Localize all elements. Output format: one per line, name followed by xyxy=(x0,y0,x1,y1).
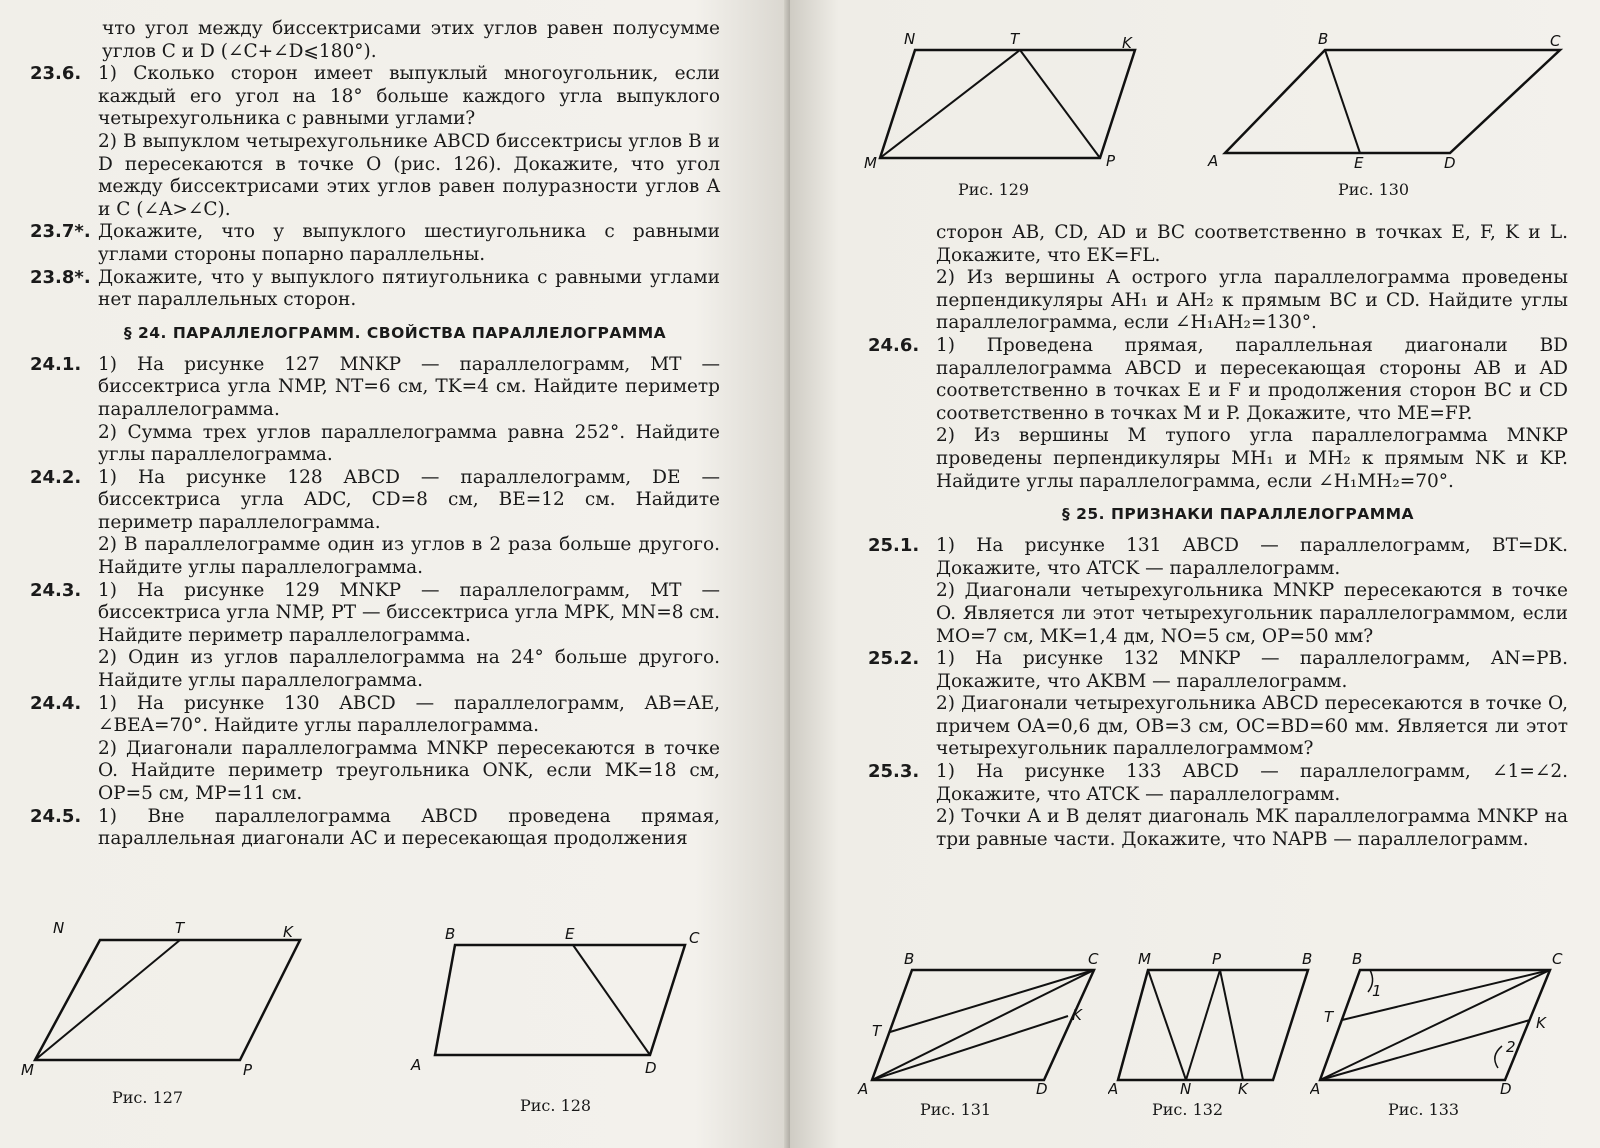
figure-127 xyxy=(15,915,315,1080)
bisector-line xyxy=(35,940,180,1060)
problem-23-6 xyxy=(30,63,720,221)
problem-part: 2) Диагонали четырехугольника MNKP пересекаются в точке O. Является ли этот четырехугольник параллелограммом, если MO=7 см, MK=1,4 дм, NO=5 см, OP=50 мм? xyxy=(936,580,1568,647)
problem-part: 1) На рисунке 131 ABCD — параллелограмм, BT=DK. Докажите, что ATCK — параллелограмм. xyxy=(936,535,1568,579)
figure-133 xyxy=(1310,948,1580,1098)
figure-130-caption: Рис. 130 xyxy=(1338,180,1410,199)
vertex-label: A xyxy=(1310,1080,1321,1098)
vertex-label: D xyxy=(1036,1080,1048,1098)
vertex-label: A xyxy=(1108,1080,1119,1098)
problem-23-7 xyxy=(30,221,720,266)
figure-132 xyxy=(1108,948,1323,1098)
problem-part: 2) Из вершины M тупого угла параллелограмма MNKP проведены перпендикуляры MH₁ и MH₂ к прямым NK и KP. Найдите углы параллелограмма, если ∠H₁MH₂=70°. xyxy=(936,425,1568,492)
figure-133-caption: Рис. 133 xyxy=(1388,1100,1460,1119)
section-title-24: § 24. ПАРАЛЛЕЛОГРАММ. СВОЙСТВА ПАРАЛЛЕЛОГРАММА xyxy=(123,323,667,342)
vertex-label: A xyxy=(411,1056,422,1074)
bisector-line xyxy=(573,945,650,1055)
vertex-label: A xyxy=(858,1080,869,1098)
problem-part: 2) Диагонали параллелограмма MNKP пересекаются в точке O. Найдите периметр треугольника ONK, если MK=18 см, OP=5 см, MP=11 см. xyxy=(98,737,720,804)
figure-128 xyxy=(405,915,715,1080)
vertex-label: N xyxy=(904,30,916,48)
vertex-label: B xyxy=(1302,950,1313,968)
vertex-label: B xyxy=(1318,30,1329,48)
problem-number: 23.6. xyxy=(30,63,82,85)
vertex-label: T xyxy=(1324,1008,1334,1026)
problem-23-8 xyxy=(30,267,720,312)
segment-ab xyxy=(1186,970,1220,1080)
angle-label: 1 xyxy=(1372,982,1382,1000)
vertex-label: K xyxy=(283,923,293,941)
problem-number: 23.7*. xyxy=(30,221,91,243)
figure-133-drawing xyxy=(1310,948,1580,1098)
problem-24-4 xyxy=(30,693,720,806)
vertex-label: T xyxy=(1010,30,1020,48)
figure-131 xyxy=(854,948,1104,1098)
bisector-pt xyxy=(1020,50,1100,158)
problem-part: 2) Диагонали четырехугольника ABCD пересекаются в точке O, причем OA=0,6 дм, OB=3 см, OC=BD=60 мм. Является ли этот четырехугольник параллелограммом? xyxy=(936,693,1568,760)
figure-128-drawing xyxy=(405,915,715,1080)
right-text-column xyxy=(868,222,1568,851)
vertex-label: C xyxy=(1088,950,1099,968)
left-text-column xyxy=(30,18,720,851)
vertex-label: K xyxy=(1536,1014,1546,1032)
problem-25-2 xyxy=(868,648,1568,761)
segment-ak xyxy=(872,1016,1068,1080)
vertex-label: D xyxy=(645,1059,657,1077)
vertex-label: N xyxy=(1180,1080,1192,1098)
vertex-label: C xyxy=(689,929,700,947)
figure-129-caption: Рис. 129 xyxy=(958,180,1030,199)
problem-part: 1) Вне параллелограмма ABCD проведена прямая, параллельная диагонали AC и пересекающая продолжения xyxy=(98,805,720,850)
angle-2-arc xyxy=(1495,1046,1502,1068)
vertex-label: D xyxy=(1444,154,1456,172)
right-continuation-part2: 2) Из вершины A острого угла параллелограмма проведены перпендикуляры AH₁ и AH₂ к прямым BC и CD. Найдите углы параллелограмма, если ∠H₁AH₂=130°. xyxy=(936,267,1568,334)
problem-number: 23.8*. xyxy=(30,266,91,288)
problem-number: 25.3. xyxy=(868,761,920,783)
problem-part: 1) На рисунке 133 ABCD — параллелограмм, ∠1=∠2. Докажите, что ATCK — параллелограмм. xyxy=(936,761,1568,805)
problem-number: 24.5. xyxy=(30,805,82,827)
problem-24-1 xyxy=(30,354,720,467)
problem-part: 1) На рисунке 129 MNKP — параллелограмм, MT — биссектриса угла NMP, PT — биссектриса угла MPK, MN=8 см. Найдите периметр параллелограмма. xyxy=(98,579,720,646)
figure-132-drawing xyxy=(1108,948,1323,1098)
vertex-label: K xyxy=(1238,1080,1248,1098)
problem-24-2 xyxy=(30,467,720,580)
vertex-label: T xyxy=(872,1022,882,1040)
figure-131-drawing xyxy=(854,948,1104,1098)
problem-25-3 xyxy=(868,761,1568,851)
figure-131-caption: Рис. 131 xyxy=(920,1100,992,1119)
figure-128-caption: Рис. 128 xyxy=(520,1096,592,1115)
vertex-label: A xyxy=(1208,152,1219,170)
problem-part: 2) В выпуклом четырехугольнике ABCD биссектрисы углов B и D пересекаются в точке O (рис. 126). Докажите, что угол между биссектрисами этих углов равен полуразности углов A и C (∠A>∠C). xyxy=(98,130,720,220)
problem-part: 1) На рисунке 127 MNKP — параллелограмм, MT — биссектриса угла NMP, NT=6 см, TK=4 см. Найдите периметр параллелограмма. xyxy=(98,353,720,420)
segment-ma xyxy=(1148,970,1186,1080)
figure-129 xyxy=(860,28,1150,173)
figure-127-caption: Рис. 127 xyxy=(112,1088,184,1107)
vertex-label: M xyxy=(1138,950,1151,968)
problem-24-6 xyxy=(868,335,1568,493)
parallelogram-shape xyxy=(35,940,300,1060)
vertex-label: K xyxy=(1122,34,1132,52)
figure-130-drawing xyxy=(1200,28,1580,173)
problem-part: 2) В параллелограмме один из углов в 2 раза больше другого. Найдите углы параллелограмма. xyxy=(98,534,720,579)
figure-127-drawing xyxy=(15,915,315,1080)
figure-130 xyxy=(1200,28,1580,173)
parallelogram-shape xyxy=(435,945,685,1055)
right-page xyxy=(790,0,1600,1148)
figure-132-caption: Рис. 132 xyxy=(1152,1100,1224,1119)
problem-part: 2) Один из углов параллелограмма на 24° больше другого. Найдите углы параллелограмма. xyxy=(98,647,720,692)
problem-number: 24.6. xyxy=(868,334,920,356)
segment-be xyxy=(1325,50,1360,153)
section-title-25: § 25. ПРИЗНАКИ ПАРАЛЛЕЛОГРАММА xyxy=(1061,505,1415,524)
vertex-label: K xyxy=(1072,1006,1082,1024)
problem-number: 24.4. xyxy=(30,692,82,714)
vertex-label: D xyxy=(1500,1080,1512,1098)
problem-part: Докажите, что у выпуклого пятиугольника с равными углами нет параллельных сторон. xyxy=(98,266,720,311)
problem-part: 1) На рисунке 128 ABCD — параллелограмм, DE — биссектриса угла ADC, CD=8 см, BE=12 см. Найдите периметр параллелограмма. xyxy=(98,466,720,533)
parallelogram-shape xyxy=(1118,970,1308,1080)
problem-number: 25.2. xyxy=(868,648,920,670)
vertex-label: N xyxy=(53,919,65,937)
parallelogram-shape xyxy=(880,50,1135,158)
problem-number: 24.2. xyxy=(30,466,82,488)
vertex-label: B xyxy=(1352,950,1363,968)
segment-bk xyxy=(1220,970,1243,1080)
vertex-label: B xyxy=(445,925,456,943)
problem-24-5 xyxy=(30,806,720,851)
vertex-label: P xyxy=(243,1061,253,1079)
vertex-label: P xyxy=(1212,950,1222,968)
figure-129-drawing xyxy=(860,28,1150,173)
problem-part: 1) Проведена прямая, параллельная диагонали BD параллелограмма ABCD и пересекающая стороны AB и AD соответственно в точках E и F и продолжения сторон BC и CD соответственно в точках M и P. Докажите, что ME=FP. xyxy=(936,334,1568,424)
parallelogram-shape xyxy=(1225,50,1560,153)
problem-part: 2) Сумма трех углов параллелограмма равна 252°. Найдите углы параллелограмма. xyxy=(98,421,720,466)
vertex-label: M xyxy=(21,1061,34,1079)
vertex-label: B xyxy=(904,950,915,968)
problem-part: 1) На рисунке 132 MNKP — параллелограмм, AN=PB. Докажите, что AKBM — параллелограмм. xyxy=(936,648,1568,692)
left-page xyxy=(0,0,790,1148)
vertex-label: P xyxy=(1106,152,1116,170)
problem-part: 1) Сколько сторон имеет выпуклый многоугольник, если каждый его угол на 18° больше каждого угла выпуклого четырехугольника с равными углами? xyxy=(98,63,720,130)
vertex-label: E xyxy=(1354,154,1364,172)
problem-number: 24.3. xyxy=(30,579,82,601)
segment-tc xyxy=(890,970,1094,1032)
problem-part: Докажите, что у выпуклого шестиугольника с равными углами стороны попарно параллельны. xyxy=(98,221,720,265)
vertex-label: M xyxy=(864,154,877,172)
angle-label: 2 xyxy=(1506,1038,1516,1056)
vertex-label: C xyxy=(1552,950,1563,968)
problem-part: 2) Точки A и B делят диагональ MK параллелограмма MNKP на три равные части. Докажите, что NAPB — параллелограмм. xyxy=(936,806,1568,850)
vertex-label: C xyxy=(1550,32,1561,50)
problem-number: 24.1. xyxy=(30,353,82,375)
vertex-label: T xyxy=(175,919,185,937)
problem-number: 25.1. xyxy=(868,535,920,557)
problem-25-1 xyxy=(868,535,1568,648)
right-continuation: сторон AB, CD, AD и BC соответственно в точках E, F, K и L. Докажите, что EK=FL. xyxy=(936,222,1568,266)
problem-part: 1) На рисунке 130 ABCD — параллелограмм, AB=AE, ∠BEA=70°. Найдите углы параллелограмма. xyxy=(98,692,720,737)
bisector-mt xyxy=(880,50,1020,158)
problem-24-3 xyxy=(30,580,720,693)
left-continuation: что угол между биссектрисами этих углов равен полусумме углов C и D (∠C+∠D⩽180°). xyxy=(102,18,720,62)
vertex-label: E xyxy=(565,925,575,943)
